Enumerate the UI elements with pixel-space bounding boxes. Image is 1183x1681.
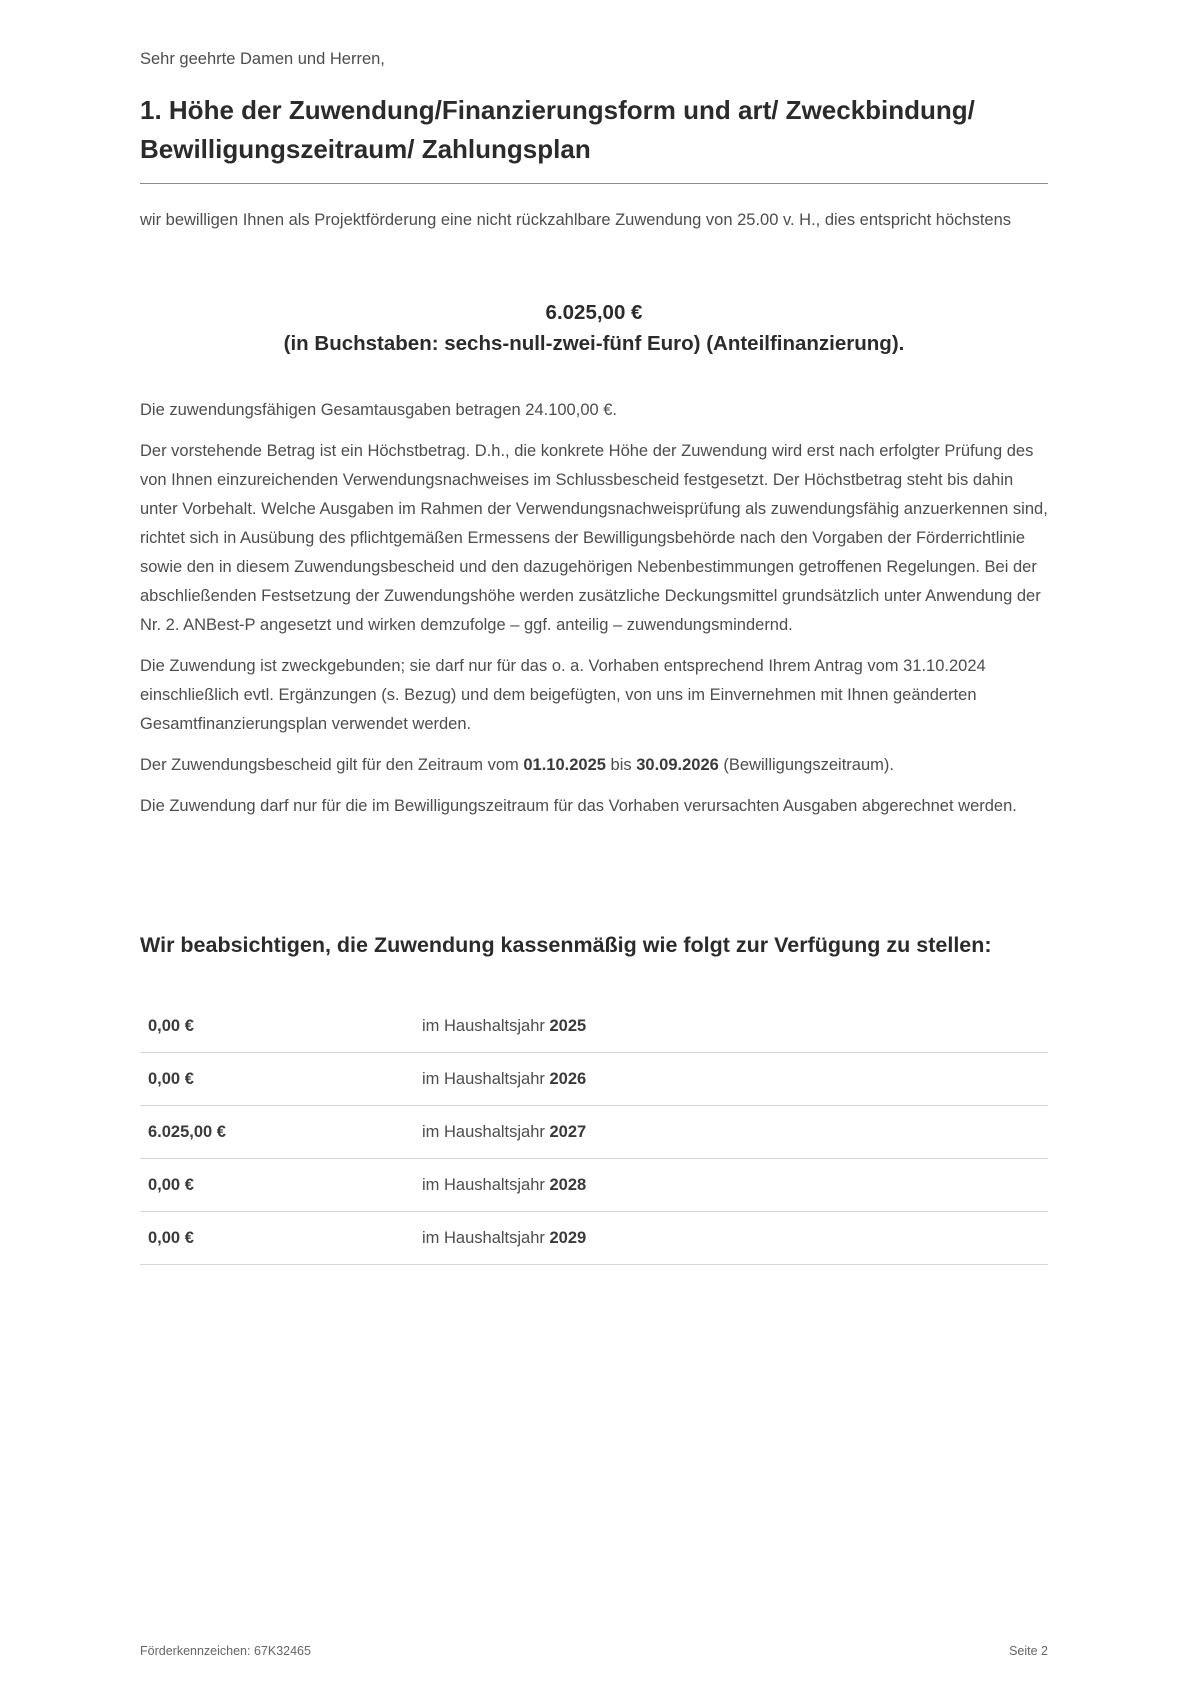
section-heading: 1. Höhe der Zuwendung/Finanzierungsform und art/ Zweckbindung/ Bewilligungszeitraum/ Zahlungsplan: [140, 95, 975, 164]
table-row: [140, 1053, 1048, 1106]
funding-reference: Förderkennzeichen: 67K32465: [140, 1644, 311, 1658]
intro-text: wir bewilligen Ihnen als Projektförderung eine nicht rückzahlbare Zuwendung von 25.00 v. H., dies entspricht höchstens: [140, 211, 1012, 229]
plan-year-label: im Haushaltsjahr: [422, 1228, 550, 1247]
paragraph-purpose: Die Zuwendung ist zweckgebunden; sie darf nur für das o. a. Vorhaben entsprechend Ihrem Antrag vom 31.10.2024 einschließlich evtl. Ergänzungen (s. Bezug) und dem beigefügten, von uns im Einvernehmen mit Ihnen geänderten Gesamtfinanzierungsplan verwendet werden.: [140, 657, 986, 733]
payment-plan-heading: Wir beabsichtigen, die Zuwendung kassenmäßig wie folgt zur Verfügung zu stellen:: [140, 933, 992, 957]
plan-year: 2027: [549, 1122, 587, 1141]
period-mid: bis: [605, 756, 637, 774]
plan-year-cell: [414, 1212, 1048, 1265]
plan-year-label: im Haushaltsjahr: [422, 1016, 550, 1035]
plan-amount: 0,00 €: [140, 1159, 414, 1212]
period-start: 01.10.2025: [523, 756, 606, 774]
table-row: [140, 1106, 1048, 1159]
period-end: 30.09.2026: [636, 756, 719, 774]
plan-year-cell: [414, 1159, 1048, 1212]
plan-year-cell: [414, 1000, 1048, 1053]
plan-year: 2029: [549, 1228, 587, 1247]
plan-year: 2026: [549, 1069, 587, 1088]
plan-year: 2028: [549, 1175, 587, 1194]
paragraph-total-expenses: Die zuwendungsfähigen Gesamtausgaben betragen 24.100,00 €.: [140, 401, 618, 419]
plan-amount: 0,00 €: [140, 1053, 414, 1106]
body-text: [140, 396, 1048, 833]
table-row: [140, 1159, 1048, 1212]
paragraph-expenses: Die Zuwendung darf nur für die im Bewilligungszeitraum für das Vorhaben verursachten Ausgaben abgerechnet werden.: [140, 797, 1017, 815]
divider: [140, 183, 1048, 184]
plan-year-label: im Haushaltsjahr: [422, 1122, 550, 1141]
plan-year-label: im Haushaltsjahr: [422, 1069, 550, 1088]
paragraph-maximum-amount: Der vorstehende Betrag ist ein Höchstbetrag. D.h., die konkrete Höhe der Zuwendung wird erst nach erfolgter Prüfung des von Ihnen einzureichenden Verwendungsnachweises im Schlussbescheid festgesetzt. Der Höchstbetrag steht bis dahin unter Vorbehalt. Welche Ausgaben im Rahmen der Verwendungsnachweisprüfung als zuwendungsfähig anzuerkennen sind, richtet sich in Ausübung des pflichtgemäßen Ermessens der Bewilligungsbehörde nach den Vorgaben der Förderrichtlinie sowie den in diesem Zuwendungsbescheid und den dazugehörigen Nebenbestimmungen getroffenen Regelungen. Bei der abschließenden Festsetzung der Zuwendungshöhe werden zusätzliche Deckungsmittel grundsätzlich unter Anwendung der Nr. 2. ANBest-P angesetzt und wirken demzufolge – ggf. anteilig – zuwendungsmindernd.: [140, 442, 1048, 634]
period-pre: Der Zuwendungsbescheid gilt für den Zeitraum vom: [140, 756, 524, 774]
footer: [140, 1644, 1048, 1658]
plan-year-label: im Haushaltsjahr: [422, 1175, 550, 1194]
plan-year-cell: [414, 1106, 1048, 1159]
plan-amount: 0,00 €: [140, 1000, 414, 1053]
payment-plan-table: [140, 1000, 1048, 1265]
grant-amount: 6.025,00 €: [545, 301, 643, 324]
page-number: Seite 2: [1009, 1644, 1048, 1658]
table-row: [140, 1000, 1048, 1053]
table-row: [140, 1212, 1048, 1265]
plan-amount: 6.025,00 €: [140, 1106, 414, 1159]
plan-year-cell: [414, 1053, 1048, 1106]
grant-amount-words: (in Buchstaben: sechs-null-zwei-fünf Euro) (Anteilfinanzierung).: [283, 332, 905, 355]
period-post: (Bewilligungszeitraum).: [718, 756, 894, 774]
plan-amount: 0,00 €: [140, 1212, 414, 1265]
plan-year: 2025: [549, 1016, 587, 1035]
greeting: Sehr geehrte Damen und Herren,: [140, 50, 385, 68]
grant-amount-block: [140, 297, 1048, 359]
paragraph-period: [140, 751, 1048, 780]
